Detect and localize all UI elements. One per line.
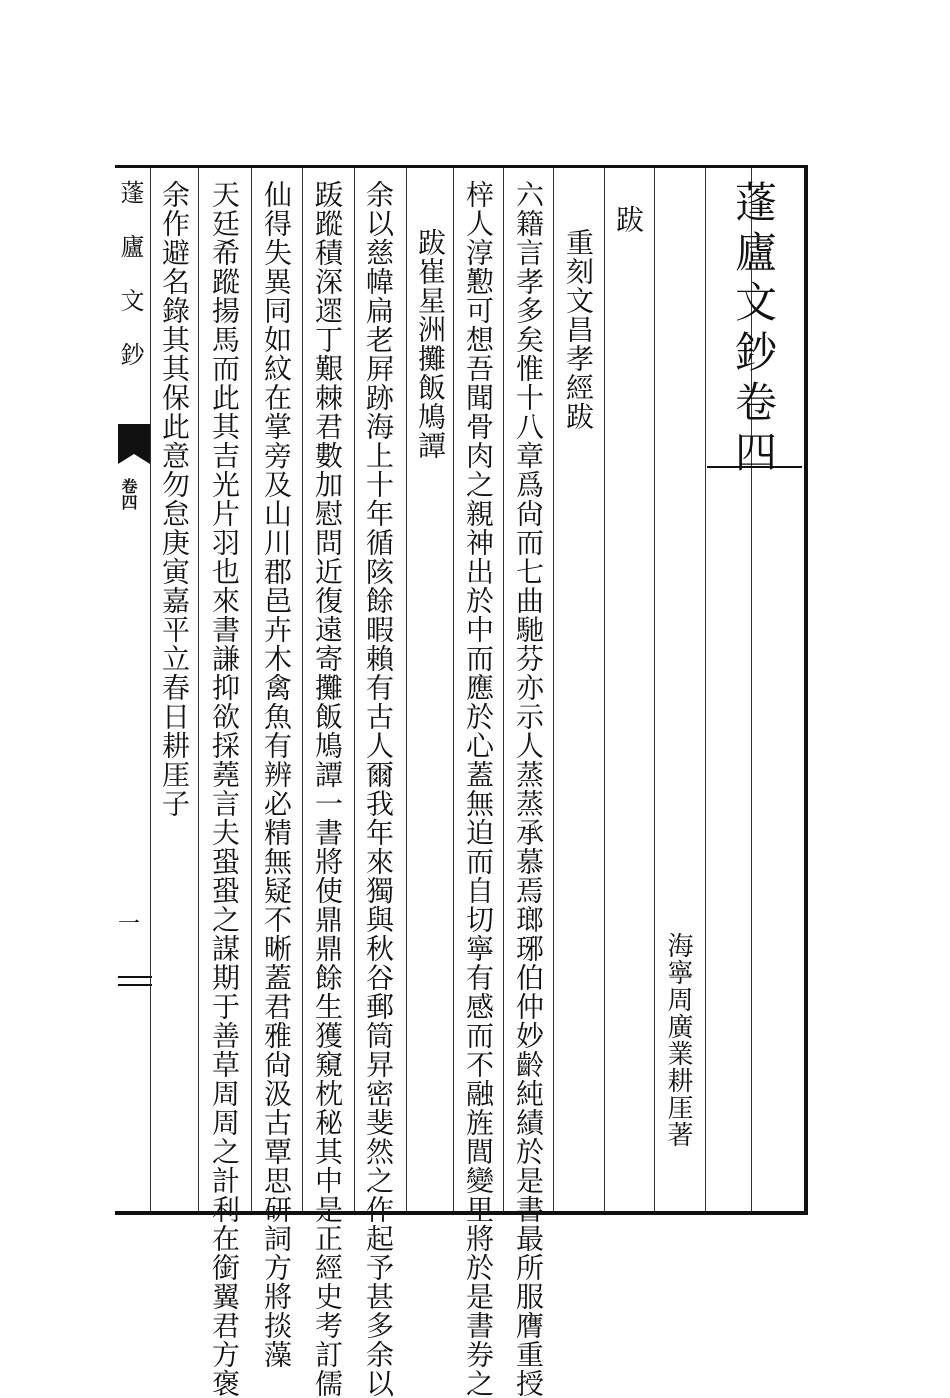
column-rule <box>251 168 252 1211</box>
lower-fold-mark <box>118 984 152 986</box>
margin-book-title: 蓬廬文鈔 <box>116 180 144 396</box>
column-rule <box>198 168 199 1211</box>
text-column: 仙得失異同如紋在掌旁及山川郡邑卉木禽魚有辨必精無疑不晰蓋君雅尙汲古覃思研詞方將掞藻 <box>260 180 293 1369</box>
column-rule <box>150 168 151 1211</box>
column-rule <box>354 168 355 1211</box>
fish-tail-mark <box>118 424 150 454</box>
text-column: 余作避名錄其其保此意勿怠庚寅嘉平立春日耕厓子 <box>158 180 191 818</box>
column-rule <box>654 168 655 1211</box>
essay-heading: 跋崔星洲攤飯鳩譚 <box>414 228 447 460</box>
text-column: 梓人淳懃可想吾聞骨肉之親神出於中而應於心蓋無迫而自切寧有感而不融旌閭變里將於是書券之 <box>462 180 495 1398</box>
lower-fold-mark <box>118 976 152 978</box>
book-title: 蓬廬文鈔卷四 <box>729 180 778 480</box>
text-column: 余以慈幃扁老屛跡海上十年循陔餘暇賴有古人爾我年來獨與秋谷郵筒㫒密斐然之作起予甚多余以 <box>362 180 395 1398</box>
column-rule <box>406 168 407 1211</box>
column-rule <box>705 168 706 1211</box>
column-rule <box>302 168 303 1211</box>
margin-juan-label: 卷四 <box>119 478 138 510</box>
column-rule <box>553 168 554 1211</box>
text-column: 天廷希蹤揚馬而此其吉光片羽也來書謙抑欲採蕘言夫蛩蛩之謀期于善草周周之計利在銜翼君方褒 <box>208 180 241 1398</box>
section-label: 跋 <box>612 205 645 234</box>
column-rule <box>453 168 454 1211</box>
essay-heading: 重刻文昌孝經跋 <box>562 228 595 431</box>
column-rule <box>503 168 504 1211</box>
text-column: 六籍言孝多矣惟十八章爲尙而七曲馳芬亦示人蒸蒸承慕焉瑯琊伯仲妙齡純績於是書最所服膺重授 <box>512 180 545 1398</box>
text-column: 䟦蹤積深遝丁艱棘君數加慰問近復遠寄攤飯鳩譚一書將使鼎鼎餘生獲窺枕秘其中是正經史考訂儒 <box>311 180 344 1398</box>
column-rule <box>604 168 605 1211</box>
margin-page-number: 一 <box>118 912 141 937</box>
author-line: 海寧周廣業耕厓著 <box>663 932 693 1148</box>
